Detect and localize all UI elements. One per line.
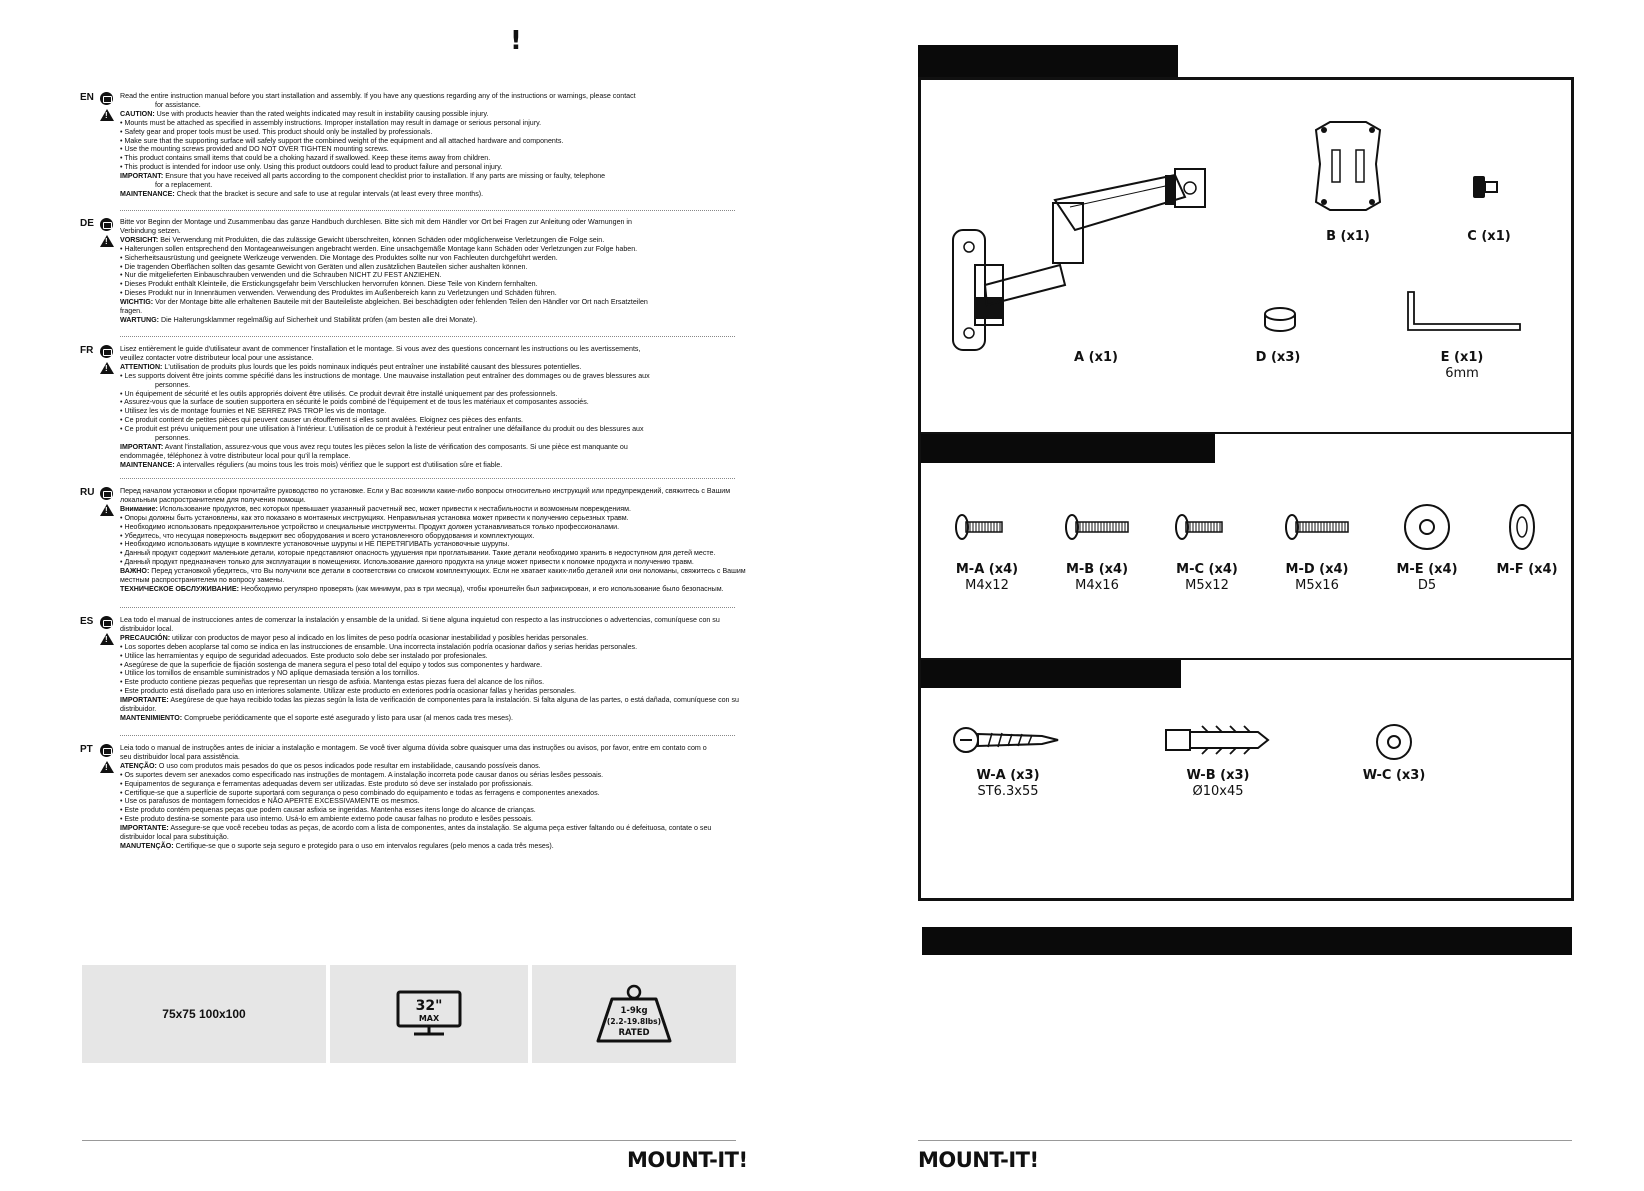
- instruction-line: • Utilice las herramientas y equipo de seguridad adecuados. Este producto solo debe ser instalado por profesionales.: [120, 651, 488, 660]
- instruction-line: IMPORTANT: Avant l'installation, assurez-vous que vous avez reçu toutes les pièces selon la liste de vérification des composants. Si une pièce est manquante ou: [120, 442, 628, 451]
- spacer-illustration: [1492, 502, 1562, 552]
- footer-divider-left: [82, 1140, 736, 1141]
- instruction-line: for assistance.: [155, 100, 201, 109]
- instruction-line: Lea todo el manual de instrucciones antes de comenzar la instalación y ensamble de la unidad. Si tiene alguna inquietud con respecto a las instrucciones o advertencias, comuníquese con su: [120, 616, 720, 624]
- instruction-line: ТЕХНИЧЕСКОЕ ОБСЛУЖИВАНИЕ: Необходимо регулярно проверять (как минимум, раз в три месяца), чтобы кронштейн был зафиксирован, и его использование было безопасным.: [120, 584, 724, 593]
- instruction-line: • Certifique-se que a superfície de suporte suportará com segurança o peso combinado do equipamento e todas as ferragens e componentes anexados.: [120, 788, 600, 797]
- instruction-line: WARTUNG: Die Halterungsklammer regelmäßig auf Sicherheit und Stabilität prüfen (am besten alle drei Monate).: [120, 315, 478, 324]
- section-separator: [120, 210, 735, 211]
- instruction-line: Leia todo o manual de instruções antes de iniciar a instalação e montagem. Se você tiver alguma dúvida sobre quaisquer uma das instruções ou avisos, por favor, entre em contato com o: [120, 744, 707, 752]
- instruction-line: endommagée, téléphonez à votre distributeur local pour qu'il la remplace.: [120, 451, 351, 460]
- monitor-hardware-size: M5x12: [1185, 578, 1229, 593]
- parts-section-tab: [918, 45, 1178, 80]
- instruction-line: Verbindung setzen.: [120, 226, 181, 235]
- instruction-line: • Необходимо использовать предохранительное устройство и специальные инструменты. Продукт должен устанавливаться только профессионалами.: [120, 522, 620, 531]
- instruction-line: • Utilisez les vis de montage fournies et NE SERREZ PAS TROP les vis de montage.: [120, 407, 387, 416]
- instruction-line: • Utilice los tornillos de ensamble suministrados y NO aplique demasiada tensión a los tornillos.: [120, 669, 420, 678]
- weight-spec-box: [532, 965, 736, 1063]
- lang-text: [120, 616, 820, 723]
- instruction-line: • Убедитесь, что несущая поверхность выдержит вес оборудования и всего установленного оборудования и комплектующих.: [120, 531, 535, 540]
- instruction-line: PRECAUCIÓN: utilizar con productos de mayor peso al indicado en los límites de peso podría ocasionar inestabilidad y posibles heridas personales.: [120, 633, 589, 642]
- instruction-line: • Les supports doivent être joints comme spécifié dans les instructions de montage. Une mauvaise installation peut entraîner des dommages ou de graves blessures aux: [120, 371, 650, 380]
- instruction-line: • Make sure that the supporting surface will safely support the combined weight of the equipment and all attached hardware and components.: [120, 136, 564, 145]
- instruction-line: • Safety gear and proper tools must be used. This product should only be installed by professionals.: [120, 127, 433, 136]
- part-e-label: E (x1): [1440, 350, 1484, 365]
- instruction-line: distribuidor.: [120, 705, 157, 714]
- instruction-line: personnes.: [155, 380, 191, 389]
- part-a-label: A (x1): [1074, 350, 1118, 365]
- instruction-line: ATTENTION: L'utilisation de produits plus lourds que les poids nominaux indiqués peut entraîner une instabilité causant des blessures potentielles.: [120, 362, 582, 371]
- instruction-line: MANTENIMIENTO: Compruebe periódicamente que el soporte esté asegurado y listo para usar (al menos cada tres meses).: [120, 713, 513, 722]
- instruction-line: VORSICHT: Bei Verwendung mit Produkten, die das zulässige Gewicht überschreiten, können Schäden oder möglicherweise Verletzungen die Folge sein.: [120, 235, 605, 244]
- instruction-line: Read the entire instruction manual before you start installation and assembly. If you have any questions regarding any of the instructions or warnings, please contact: [120, 92, 636, 100]
- warning-icon: [100, 761, 114, 773]
- monitor-hardware-label: M-B (x4): [1065, 562, 1129, 577]
- instruction-line: • Ce produit est prévu uniquement pour une utilisation à l'intérieur. L'utilisation de ce produit à l'extérieur peut entraîner une défaillance du produit ou des blessures aux: [120, 425, 644, 434]
- instruction-line: MAINTENANCE: A intervalles réguliers (au moins tous les trois mois) vérifiez que le support est d'utilisation sûre et fiable.: [120, 460, 503, 469]
- instruction-line: • Mounts must be attached as specified in assembly instructions. Improper installation may result in damage or serious personal injury.: [120, 118, 542, 127]
- warning-icon: [100, 504, 114, 516]
- monitor-icon: [394, 988, 464, 1040]
- instruction-line: seu distribuidor local para assistência.: [120, 752, 240, 761]
- monitor-hardware-size: M5x16: [1295, 578, 1339, 593]
- section-separator: [120, 336, 735, 337]
- instruction-line: veuillez contacter votre distributeur local pour une assistance.: [120, 353, 314, 362]
- read-manual-icon: [100, 345, 113, 358]
- instruction-line: • Die tragenden Oberflächen sollten das gesamte Gewicht von Geräten und allen zusätzlichen Bauteilen sicher aushalten können.: [120, 262, 528, 271]
- lang-code: DE: [80, 218, 94, 229]
- lang-code: PT: [80, 744, 93, 755]
- screen-size-spec-box: [330, 965, 528, 1063]
- instruction-line: • Dieses Produkt enthält Kleinteile, die Erstickungsgefahr beim Verschlucken hervorrufen können. Diese Teile von Kindern fernhalten.: [120, 280, 538, 289]
- read-manual-icon: [100, 744, 113, 757]
- instruction-line: • Dieses Produkt nur in Innenräumen verwenden. Verwendung des Produktes im Außenbereich kann zu Verletzungen und Schäden führen.: [120, 289, 557, 298]
- instruction-line: • Este producto está diseñado para uso en interiores solamente. Utilizar este producto en exteriores podría ocasionar fallas y heridas personales.: [120, 687, 576, 696]
- instruction-line: • Необходимо использовать идущие в комплекте установочные шурупы и НЕ ПЕРЕТЯГИВАТЬ установочные шурупы.: [120, 540, 510, 549]
- instruction-line: • This product contains small items that could be a choking hazard if swallowed. Keep these items away from children.: [120, 154, 491, 163]
- lang-code: FR: [80, 345, 94, 356]
- section-header-bar: [922, 927, 1572, 955]
- monitor-hardware-label: M-C (x4): [1176, 562, 1238, 577]
- warning-icon: [100, 109, 114, 121]
- vesa-spec-box: [82, 965, 326, 1063]
- brand-logo-left: MOUNT-IT!: [627, 1148, 748, 1172]
- instruction-line: • Halterungen sollen entsprechend den Montageanweisungen angebracht werden. Eine unsachgemäße Montage kann Schäden oder Verletzungen zur Folge haben.: [120, 244, 638, 253]
- hex-key-illustration: [1405, 290, 1525, 340]
- monitor-hardware-label: M-E (x4): [1396, 562, 1458, 577]
- instruction-line: WICHTIG: Vor der Montage bitte alle erhaltenen Bauteile mit der Bauteileliste abgleichen. Bei beschädigten oder fehlenden Teilen den Händler vor Ort nach Ersatzteilen: [120, 298, 648, 307]
- instruction-line: • Este produto contém pequenas peças que podem causar asfixia se ingeridas. Mantenha esses itens longe do alcance de crianças.: [120, 806, 536, 815]
- instruction-line: • Asegúrese de que la superficie de fijación sostenga de manera segura el peso total del equipo y todos sus componentes y hardware.: [120, 660, 543, 669]
- instruction-line: • Este producto contiene piezas pequeñas que representan un riesgo de asfixia. Mantenga estas piezas fuera del alcance de los niños.: [120, 678, 545, 687]
- instruction-line: • Os suportes devem ser anexados como especificado nas instruções de montagem. A instalação incorreta pode causar danos ou sérias lesões pessoais.: [120, 770, 604, 779]
- lang-text: [120, 92, 820, 199]
- instruction-line: • This product is intended for indoor use only. Using this product outdoors could lead to product failure and personal injury.: [120, 163, 503, 172]
- footer-divider-right: [918, 1140, 1572, 1141]
- brand-logo-right: MOUNT-IT!: [918, 1148, 1039, 1172]
- monitor-hardware-tab: [921, 434, 1215, 463]
- part-w-a-label: W-A (x3): [976, 768, 1040, 783]
- warning-icon: [100, 633, 114, 645]
- monitor-hardware-label: M-D (x4): [1285, 562, 1349, 577]
- instruction-line: IMPORTANTE: Assegure-se que você recebeu todas as peças, de acordo com a lista de componentes, antes da instalação. Se alguma peça estiver faltando ou é defeituosa, contate o seu: [120, 824, 712, 833]
- screw-illustration: [1062, 502, 1132, 552]
- lang-text: [120, 345, 820, 470]
- wall-anchor-illustration: [1162, 722, 1272, 758]
- weight-range-kg: 1-9kg: [620, 1006, 648, 1016]
- instruction-line: • Sicherheitsausrüstung und geeignete Werkzeuge verwenden. Die Montage des Produktes sollte nur von Fachleuten durchgeführt werden.: [120, 253, 558, 262]
- weight-range-lbs: (2.2-19.8lbs): [606, 1017, 662, 1026]
- section-separator: [120, 478, 735, 479]
- lang-text: [120, 487, 820, 594]
- instruction-line: • Un équipement de sécurité et les outils appropriés doivent être utilisés. Ce produit devrait être installé uniquement par des professionnels.: [120, 389, 558, 398]
- screw-illustration: [1172, 502, 1242, 552]
- cap-illustration: [1262, 305, 1298, 335]
- part-c-label: C (x1): [1467, 229, 1511, 244]
- weight-rated-label: RATED: [618, 1028, 650, 1038]
- instruction-line: Bitte vor Beginn der Montage und Zusammenbau das ganze Handbuch durchlesen. Bitte sich mit dem Händler vor Ort bei Fragen zur Anleitung oder Warnungen in: [120, 218, 632, 226]
- instruction-line: • Use the mounting screws provided and DO NOT OVER TIGHTEN mounting screws.: [120, 145, 389, 154]
- instruction-line: местным распространителем по вопросу замены.: [120, 576, 285, 585]
- monitor-hardware-label: M-A (x4): [955, 562, 1019, 577]
- washer-illustration: [1392, 502, 1462, 552]
- read-manual-icon: [100, 487, 113, 500]
- instruction-line: for a replacement.: [155, 181, 213, 190]
- warning-icon: [100, 362, 114, 374]
- instruction-line: personnes.: [155, 434, 191, 443]
- instruction-line: локальным распространителем для получения помощи.: [120, 495, 306, 504]
- instruction-line: MAINTENANCE: Check that the bracket is secure and safe to use at regular intervals (at least every three months).: [120, 189, 484, 198]
- part-w-b-label: W-B (x3): [1186, 768, 1250, 783]
- part-b-label: B (x1): [1326, 229, 1370, 244]
- screw-illustration: [1282, 502, 1352, 552]
- section-separator: [120, 607, 735, 608]
- page-title: !: [510, 26, 522, 56]
- part-w-a-size: ST6.3x55: [977, 784, 1039, 799]
- instruction-line: distribuidor local para substituição.: [120, 833, 229, 842]
- instruction-line: • Ce produit contient de petites pièces qui peuvent causer un étouffement si elles sont avalées. Eloignez ces pièces des enfants.: [120, 416, 524, 425]
- instruction-line: • Assurez-vous que la surface de soutien supportera en sécurité le poids combiné de l'équipement et de tous les matériaux et composantes associés.: [120, 398, 589, 407]
- part-d-label: D (x3): [1255, 350, 1301, 365]
- lang-code: RU: [80, 487, 95, 498]
- instruction-line: Внимание: Использование продуктов, вес которых превышает указанный расчетный вес, может привести к нестабильности и возможным повреждениям.: [120, 504, 631, 513]
- monitor-hardware-size: D5: [1417, 578, 1437, 593]
- instruction-line: • Los soportes deben acoplarse tal como se indica en las instrucciones de ensamble. Una incorrecta instalación podría ocasionar daños y serias heridas personales.: [120, 642, 638, 651]
- knob-illustration: [1470, 172, 1500, 202]
- instruction-line: • Este produto destina-se somente para uso interno. Usá-lo em ambiente externo pode causar falhas no produto e lesões pessoais.: [120, 815, 533, 824]
- instruction-line: • Use os parafusos de montagem fornecidos e NÃO APERTE EXCESSIVAMENTE os mesmos.: [120, 797, 420, 806]
- instruction-line: • Данный продукт содержит маленькие детали, которые представляют опасность удушения при проглатывании. Такие детали необходимо хранить в недоступном для детей месте.: [120, 549, 716, 558]
- vesa-pattern: 75x75 100x100: [162, 1007, 246, 1021]
- instruction-line: Перед началом установки и сборки прочитайте руководство по установке. Если у Вас возникли какие-либо вопросы относительно инструкций или предупреждений, свяжитесь с Вашим: [120, 487, 731, 495]
- vesa-plate-illustration: [1312, 120, 1384, 212]
- read-manual-icon: [100, 92, 113, 105]
- instruction-line: • Опоры должны быть установлены, как это показано в монтажных инструкциях. Неправильная установка может привести к получению серьезных травм.: [120, 513, 629, 522]
- instruction-line: • Equipamentos de segurança e ferramentas adequadas devem ser utilizadas. Este produto só deve ser instalado por profissionais.: [120, 779, 533, 788]
- lang-text: [120, 218, 820, 325]
- wall-hardware-tab: [921, 660, 1181, 688]
- part-w-b-size: Ø10x45: [1192, 784, 1244, 799]
- instruction-line: ATENÇÃO: O uso com produtos mais pesados do que os pesos indicados pode resultar em instabilidade, causando possíveis danos.: [120, 761, 541, 770]
- instruction-line: • Данный продукт предназначен только для эксплуатации в помещениях. Использование данного продукта на улице может привести к поломке продукта и получению травм.: [120, 558, 694, 567]
- washer-illustration: [1374, 722, 1414, 762]
- monitor-hardware-size: M4x12: [965, 578, 1009, 593]
- monitor-hardware-label: M-F (x4): [1496, 562, 1558, 577]
- read-manual-icon: [100, 616, 113, 629]
- screw-illustration: [952, 502, 1022, 552]
- screen-max-label: MAX: [418, 1014, 440, 1023]
- part-e-size: 6mm: [1445, 366, 1479, 381]
- lang-code: ES: [80, 616, 94, 627]
- lag-bolt-illustration: [952, 725, 1062, 755]
- section-separator: [120, 735, 735, 736]
- instruction-line: IMPORTANT: Ensure that you have received all parts according to the component checklist prior to installation. If any parts are missing or faulty, telephone: [120, 172, 606, 181]
- instruction-line: CAUTION: Use with products heavier than the rated weights indicated may result in instability causing possible injury.: [120, 109, 489, 118]
- read-manual-icon: [100, 218, 113, 231]
- warning-icon: [100, 235, 114, 247]
- monitor-hardware-size: M4x16: [1075, 578, 1119, 593]
- instruction-line: distribuidor local.: [120, 624, 174, 633]
- instruction-line: • Nur die mitgelieferten Einbauschrauben verwenden und die Schrauben NICHT ZU FEST ANZIEHEN.: [120, 271, 442, 280]
- weight-icon: [594, 983, 674, 1045]
- instruction-line: IMPORTANTE: Asegúrese de que haya recibido todas las piezas según la lista de verificación de componentes para la instalación. Si falta alguna de las partes, o está dañada, comuníquese con su: [120, 696, 739, 705]
- lang-code: EN: [80, 92, 94, 103]
- screen-size-label: 32": [415, 998, 443, 1014]
- part-w-c-label: W-C (x3): [1362, 768, 1426, 783]
- instruction-line: fragen.: [120, 307, 143, 316]
- instruction-line: MANUTENÇÃO: Certifique-se que o suporte seja seguro e protegido para o uso em intervalos regulares (pelo menos a cada três meses).: [120, 841, 554, 850]
- instruction-line: Lisez entièrement le guide d'utilisateur avant de commencer l'installation et le montage. Si vous avez des questions concernant les instructions ou les avertissements,: [120, 345, 641, 353]
- instruction-line: ВАЖНО: Перед установкой убедитесь, что Вы получили все детали в соответствии со списком комплектующих. Если не хватает каких-либо деталей или они поломаны, свяжитесь с Вашим: [120, 567, 746, 576]
- lang-text: [120, 744, 820, 851]
- arm-assembly-illustration: [945, 155, 1245, 355]
